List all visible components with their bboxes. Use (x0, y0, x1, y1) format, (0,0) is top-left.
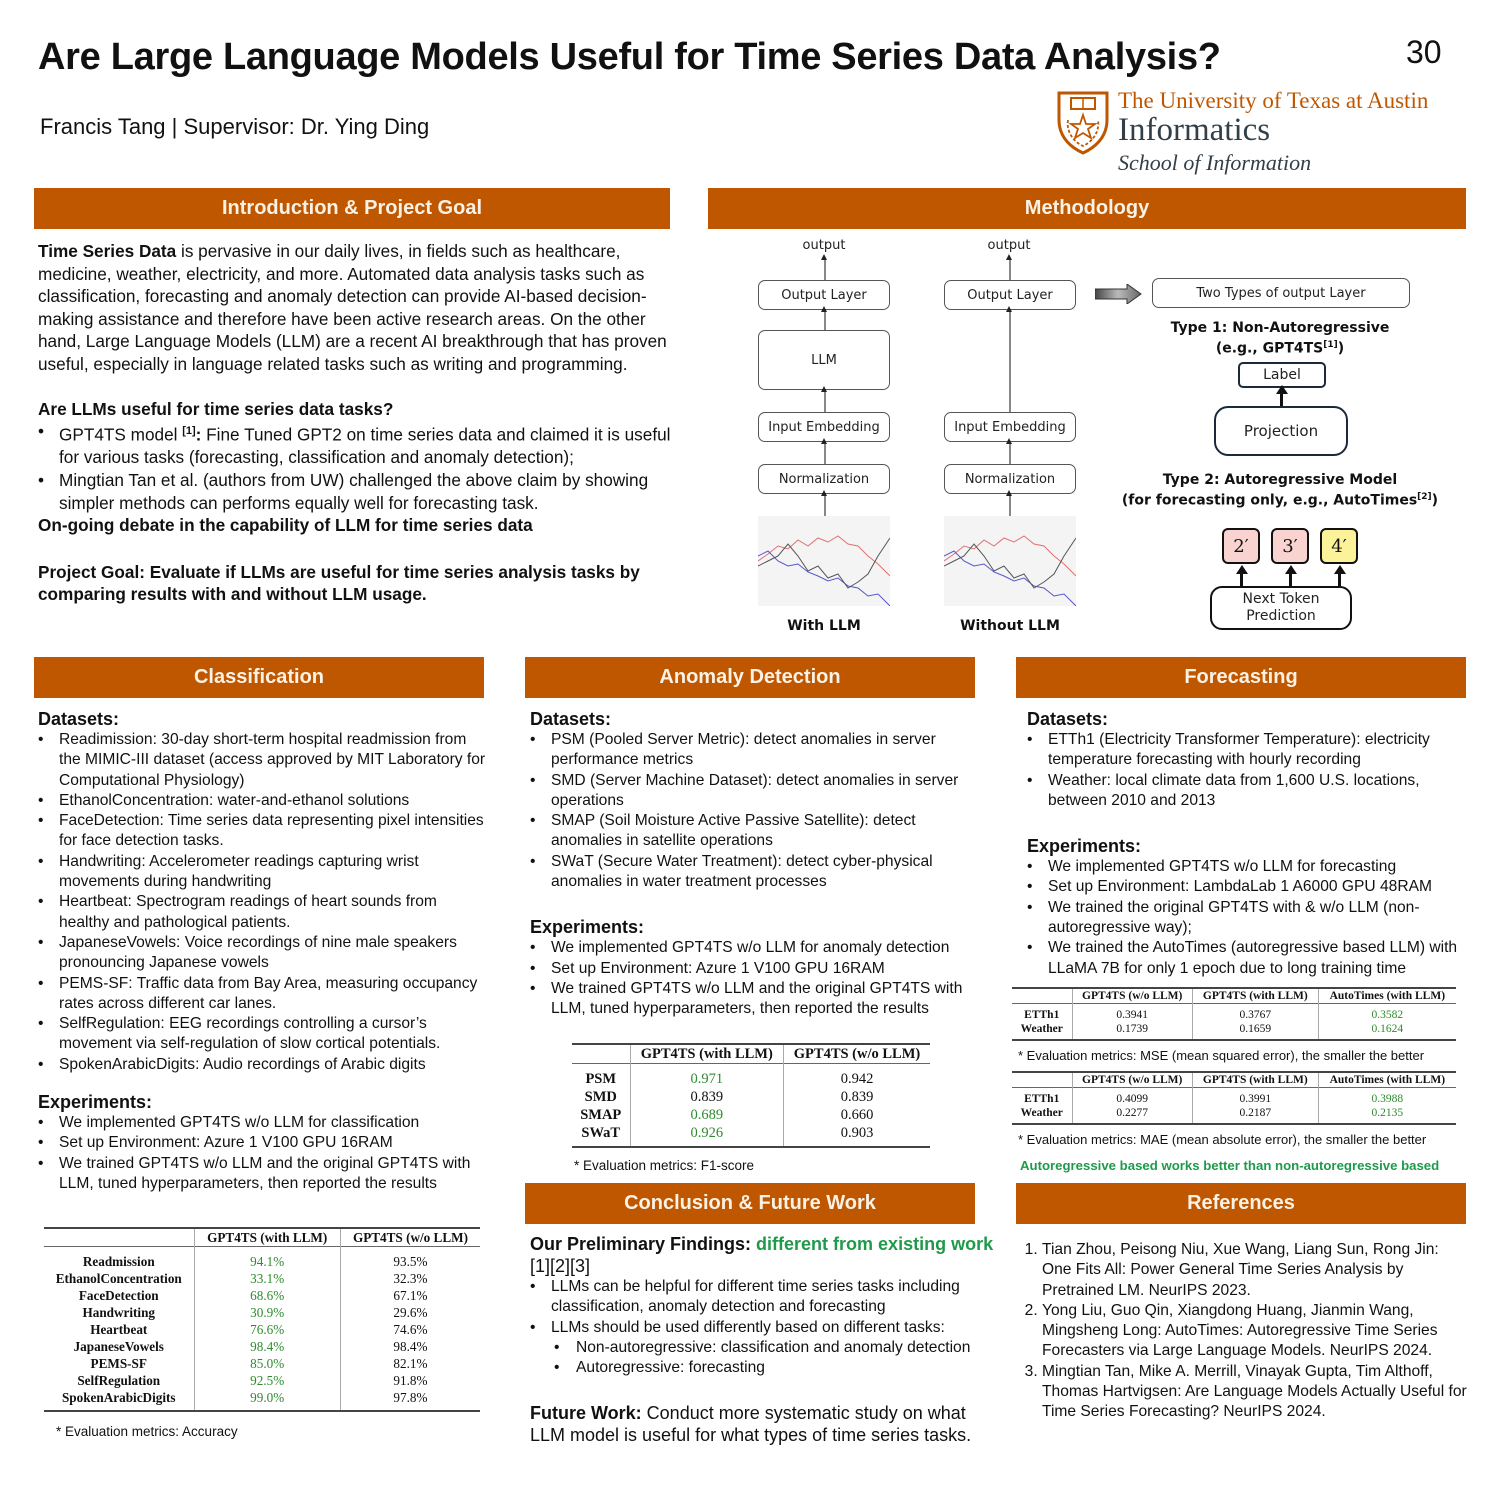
arrow-up-icon (1009, 494, 1011, 516)
forecasting-section (1027, 708, 1467, 979)
list-item: • Non-autoregressive: classification and anomaly detection (530, 1338, 1000, 1358)
label-box: Label (1238, 362, 1326, 388)
findings-line (530, 1233, 1000, 1277)
cell: 97.8% (340, 1389, 480, 1411)
findings-bullets (530, 1277, 1000, 1338)
table-row (1012, 1022, 1456, 1040)
token-2-box: 2′ (1222, 528, 1260, 564)
cell: 0.839 (630, 1088, 784, 1106)
anomaly-results-table (572, 1043, 930, 1148)
table-row (44, 1270, 480, 1287)
list-item: • SMAP (Soil Moisture Active Passive Satellite): detect anomalies in satellite operations (530, 811, 975, 852)
ut-informatics-logo (1056, 88, 1456, 178)
cell: 82.1% (340, 1355, 480, 1372)
table-row (572, 1124, 930, 1147)
findings-sub-bullets (530, 1338, 1000, 1379)
list-item: • Weather: local climate data from 1,600 U.S. locations, between 2010 and 2013 (1027, 771, 1467, 812)
row-label: SelfRegulation (77, 1373, 161, 1388)
column-header: GPT4TS (w/o LLM) (340, 1228, 480, 1247)
methodology-diagram (740, 232, 1480, 642)
list-item: • LLMs can be helpful for different time series tasks including classification, anomaly detection and forecasting (530, 1277, 1000, 1318)
list-item: • We implemented GPT4TS w/o LLM for forecasting (1027, 857, 1467, 877)
cell: 30.9% (194, 1304, 340, 1321)
paren: ) (1431, 492, 1439, 509)
table-header-row (572, 1044, 930, 1064)
row-label: Handwriting (82, 1305, 156, 1320)
intro-question: Are LLMs useful for time series data tasks? (38, 398, 394, 419)
cell: 0.2135 (1318, 1106, 1456, 1124)
cell: 0.1659 (1192, 1022, 1318, 1040)
column-header (1012, 988, 1072, 1004)
row-label: Readmission (82, 1254, 155, 1269)
table-row (44, 1287, 480, 1304)
cell: 0.839 (784, 1088, 930, 1106)
forecasting-takeaway: Autoregressive based works better than non-autoregressive based (1020, 1158, 1440, 1173)
row-label: SWaT (581, 1125, 621, 1141)
llm-box: LLM (758, 330, 890, 390)
normalization-box: Normalization (758, 464, 890, 494)
list-item: • We trained the original GPT4TS with & w/o LLM (non-autoregressive way); (1027, 898, 1467, 939)
cell: 0.4099 (1072, 1088, 1192, 1107)
table-row (44, 1304, 480, 1321)
input-embedding-box: Input Embedding (944, 412, 1076, 442)
row-label: ETTh1 (1024, 1093, 1060, 1105)
cell: 93.5% (340, 1247, 480, 1271)
list-item: • Readimission: 30-day short-term hospital readmission from the MIMIC-III dataset (access approved by MIT Laboratory for Computational Physiology) (38, 730, 490, 791)
table-row (1012, 1004, 1456, 1023)
arrow-up-icon (824, 310, 826, 330)
list-item: • LLMs should be used differently based on different tasks: (530, 1318, 1000, 1338)
cell: 0.3767 (1192, 1004, 1318, 1023)
type1-example: (e.g., GPT4TS (1215, 340, 1324, 357)
cell: 91.8% (340, 1372, 480, 1389)
future-work-label: Future Work: (530, 1403, 642, 1424)
column-header: GPT4TS (with LLM) (194, 1228, 340, 1247)
future-work-text: Conduct more systematic study on what LLM model is useful for what types of time series tasks. (530, 1403, 972, 1446)
type2-example: (for forecasting only, e.g., AutoTimes (1121, 492, 1418, 509)
table-row (44, 1389, 480, 1411)
intro-bullets (38, 420, 674, 514)
classification-datasets (38, 730, 490, 1075)
anomaly-heading: Anomaly Detection (525, 657, 975, 698)
intro-heading: Introduction & Project Goal (34, 188, 670, 229)
row-label: PEMS-SF (90, 1356, 147, 1371)
table-row (44, 1355, 480, 1372)
author-line: Francis Tang | Supervisor: Dr. Ying Ding (40, 114, 430, 139)
list-item: • Autoregressive: forecasting (530, 1358, 1000, 1378)
list-item: • Set up Environment: Azure 1 V100 GPU 16RAM (530, 959, 975, 979)
cell: 33.1% (194, 1270, 340, 1287)
conclusion-heading: Conclusion & Future Work (525, 1183, 975, 1224)
projection-box: Projection (1214, 406, 1348, 456)
list-item: • SMD (Server Machine Dataset): detect anomalies in server operations (530, 771, 975, 812)
cell: 0.942 (784, 1064, 930, 1089)
intro-text: is pervasive in our daily lives, in fields such as healthcare, medicine, weather, electricity, and more. Automated data analysis tasks such as classification, forecasting and anomaly detection can provide AI-based decision-making assistance and therefore have been active research areas. On the other hand, Large Language Models (LLM) are a recent AI breakthrough that has proven useful, especially in language related tasks such as writing and programming. (38, 241, 667, 374)
row-label: EthanolConcentration (55, 1271, 182, 1286)
reference-item: 2. Yong Liu, Guo Qin, Xiangdong Huang, Jianmin Wang, Mingsheng Long: AutoTimes: Autoregressive Time Series Forecasters via Large Language Models. NeurIPS 2024. (1042, 1301, 1468, 1362)
bullet-text: Fine Tuned GPT2 on time series data and claimed it is useful for various tasks (forecasting, classification and anomaly detection); (59, 424, 671, 468)
table-row (1012, 1106, 1456, 1124)
cell: 76.6% (194, 1321, 340, 1338)
cell: 0.3941 (1072, 1004, 1192, 1023)
reference-item: 1. Tian Zhou, Peisong Niu, Xue Wang, Liang Sun, Rong Jin: One Fits All: Power General Time Series Analysis by Pretrained LM. NeurIPS 2023. (1042, 1240, 1468, 1301)
cell: 94.1% (194, 1247, 340, 1271)
arrow-up-icon (1240, 572, 1243, 586)
cell: 0.971 (630, 1064, 784, 1089)
cell: 29.6% (340, 1304, 480, 1321)
list-item: • JapaneseVowels: Voice recordings of nine male speakers pronouncing Japanese vowels (38, 933, 490, 974)
cell: 0.926 (630, 1124, 784, 1147)
arrow-up-icon (824, 442, 826, 464)
row-label: SMD (584, 1089, 617, 1105)
list-item: • PSM (Pooled Server Metric): detect anomalies in server performance metrics (530, 730, 975, 771)
table-row (44, 1247, 480, 1271)
anomaly-metric-note: * Evaluation metrics: F1-score (574, 1158, 755, 1173)
table-row (44, 1321, 480, 1338)
row-label: SpokenArabicDigits (61, 1390, 176, 1405)
anomaly-section (530, 708, 975, 1020)
future-work (530, 1402, 1000, 1446)
column-header (44, 1228, 194, 1247)
forecasting-experiments (1027, 857, 1467, 979)
table-header-row (1012, 1072, 1456, 1088)
output-label: output (987, 238, 1031, 253)
right-arrow-icon (1095, 284, 1143, 304)
column-header: AutoTimes (with LLM) (1318, 1072, 1456, 1088)
classification-section (38, 708, 490, 1194)
table-row (44, 1372, 480, 1389)
row-label: ETTh1 (1024, 1009, 1060, 1021)
column-header: GPT4TS (with LLM) (1192, 1072, 1318, 1088)
intro-paragraph (38, 240, 674, 376)
cell: 0.3988 (1318, 1088, 1456, 1107)
list-item: • Set up Environment: Azure 1 V100 GPU 16RAM (38, 1133, 490, 1153)
arrow-up-icon (1009, 258, 1011, 280)
arrow-up-icon (1280, 392, 1283, 406)
classification-heading: Classification (34, 657, 484, 698)
list-item: • ETTh1 (Electricity Transformer Temperature): electricity temperature forecasting with hourly recording (1027, 730, 1467, 771)
column-header: GPT4TS (w/o LLM) (1072, 988, 1192, 1004)
table-row (572, 1088, 930, 1106)
bullet-colon: : (195, 424, 202, 445)
findings-label: Our Preliminary Findings: (530, 1234, 757, 1254)
school-name: School of Information (1118, 150, 1312, 175)
cell: 68.6% (194, 1287, 340, 1304)
methodology-heading: Methodology (708, 188, 1466, 229)
paren: ) (1337, 340, 1345, 357)
university-name: The University of Texas at Austin (1118, 88, 1429, 113)
conclusion-section (530, 1233, 1000, 1446)
findings-highlight: different from existing work (756, 1234, 994, 1254)
cell: 0.2187 (1192, 1106, 1318, 1124)
without-llm-caption: Without LLM (960, 618, 1060, 634)
intro-section (38, 240, 674, 606)
type2-title: Type 2: Autoregressive Model (1162, 472, 1398, 488)
time-series-plot-icon (944, 516, 1076, 606)
list-item: • Heartbeat: Spectrogram readings of heart sounds from healthy and pathological patients. (38, 892, 490, 933)
table-header-row (1012, 988, 1456, 1004)
bullet-lead: GPT4TS model (59, 424, 183, 445)
two-types-box: Two Types of output Layer (1152, 278, 1410, 308)
column-header: GPT4TS (w/o LLM) (784, 1044, 930, 1064)
type1-title: Type 1: Non-Autoregressive (1170, 320, 1390, 336)
references-heading: References (1016, 1183, 1466, 1224)
citation-ref: [1] (1323, 340, 1338, 350)
table-row (44, 1338, 480, 1355)
list-item: • Handwriting: Accelerometer readings capturing wrist movements during handwriting (38, 852, 490, 893)
list-item: • We trained the AutoTimes (autoregressive based LLM) with LLaMA 7B for only 1 epoch due to long training time (1027, 938, 1467, 979)
table-row (572, 1064, 930, 1089)
column-header: AutoTimes (with LLM) (1318, 988, 1456, 1004)
cell: 98.4% (194, 1338, 340, 1355)
cell: 74.6% (340, 1321, 480, 1338)
cell: 0.689 (630, 1106, 784, 1124)
row-label: Weather (1020, 1023, 1063, 1035)
classification-results-table (44, 1227, 480, 1412)
datasets-label: Datasets: (530, 709, 612, 729)
cell: 67.1% (340, 1287, 480, 1304)
list-item: • SpokenArabicDigits: Audio recordings of Arabic digits (38, 1055, 490, 1075)
classification-experiments (38, 1113, 490, 1194)
cell: 0.3991 (1192, 1088, 1318, 1107)
intro-debate: On-going debate in the capability of LLM for time series data (38, 515, 533, 536)
reference-item: 3. Mingtian Tan, Mike A. Merrill, Vinayak Gupta, Tim Althoff, Thomas Hartvigsen: Are Language Models Actually Useful for Time Series Forecasting? NeurIPS 2024. (1042, 1362, 1468, 1423)
unit-name: Informatics (1118, 112, 1271, 148)
anomaly-datasets (530, 730, 975, 892)
column-header (572, 1044, 630, 1064)
list-item: • EthanolConcentration: water-and-ethanol solutions (38, 791, 490, 811)
column-header: GPT4TS (with LLM) (1192, 988, 1318, 1004)
citation-ref: [2] (1417, 492, 1432, 502)
list-item: • Mingtian Tan et al. (authors from UW) challenged the above claim by showing simpler methods can performs equally well for forecasting task. (38, 469, 674, 514)
cell: 92.5% (194, 1372, 340, 1389)
anomaly-experiments (530, 938, 975, 1019)
classification-metric-note: * Evaluation metrics: Accuracy (56, 1424, 238, 1439)
experiments-label: Experiments: (38, 1092, 153, 1113)
column-header: GPT4TS (w/o LLM) (1072, 1072, 1192, 1088)
cell: 99.0% (194, 1389, 340, 1411)
list-item: • We implemented GPT4TS w/o LLM for classification (38, 1113, 490, 1133)
citation-ref: [1] (182, 425, 196, 438)
input-embedding-box: Input Embedding (758, 412, 890, 442)
arrow-up-icon (1338, 572, 1341, 586)
table-header-row (44, 1228, 480, 1247)
cell: 0.1624 (1318, 1022, 1456, 1040)
arrow-up-icon (1009, 442, 1011, 464)
ut-shield-icon (1056, 90, 1110, 156)
list-item: • We trained GPT4TS w/o LLM and the original GPT4TS with LLM, tuned hyperparameters, then reported the results (38, 1154, 490, 1195)
forecasting-datasets (1027, 730, 1467, 811)
token-3-box: 3′ (1271, 528, 1309, 564)
cell: 0.1739 (1072, 1022, 1192, 1040)
token-4-box: 4′ (1320, 528, 1358, 564)
intro-bold-term: Time Series Data (38, 241, 177, 261)
list-item (38, 420, 674, 469)
column-header (1012, 1072, 1072, 1088)
output-label: output (802, 238, 846, 253)
forecasting-heading: Forecasting (1016, 657, 1466, 698)
column-header: GPT4TS (with LLM) (630, 1044, 784, 1064)
findings-refs: [1][2][3] (530, 1256, 591, 1276)
cell: 32.3% (340, 1270, 480, 1287)
row-label: SMAP (580, 1107, 622, 1123)
table-row (572, 1106, 930, 1124)
time-series-plot-icon (758, 516, 890, 606)
experiments-label: Experiments: (530, 917, 645, 938)
list-item: • We implemented GPT4TS w/o LLM for anomaly detection (530, 938, 975, 958)
arrow-up-icon (1289, 572, 1292, 586)
page-number: 30 (1406, 34, 1442, 70)
cell: 0.2277 (1072, 1106, 1192, 1124)
row-label: Heartbeat (90, 1322, 148, 1337)
list-item: • We trained GPT4TS w/o LLM and the original GPT4TS with LLM, tuned hyperparameters, then reported the results (530, 979, 975, 1020)
row-label: FaceDetection (78, 1288, 159, 1303)
row-label: Weather (1020, 1107, 1063, 1119)
next-token-prediction-box (1210, 586, 1352, 630)
references-list (1018, 1240, 1468, 1423)
next-token-line2: Prediction (1246, 608, 1316, 624)
type2-subtitle (1110, 492, 1450, 509)
datasets-label: Datasets: (38, 709, 120, 729)
experiments-label: Experiments: (1027, 836, 1142, 857)
normalization-box: Normalization (944, 464, 1076, 494)
arrow-up-icon (824, 258, 826, 280)
list-item: • SelfRegulation: EEG recordings controlling a cursor’s movement via self-regulation of slow cortical potentials. (38, 1014, 490, 1055)
type1-subtitle (1120, 340, 1440, 357)
output-layer-box: Output Layer (758, 280, 890, 310)
cell: 98.4% (340, 1338, 480, 1355)
cell: 85.0% (194, 1355, 340, 1372)
forecasting-mae-table (1012, 1071, 1456, 1125)
poster-title: Are Large Language Models Useful for Time Series Data Analysis? (38, 36, 1221, 78)
list-item: • SWaT (Secure Water Treatment): detect cyber-physical anomalies in water treatment processes (530, 852, 975, 893)
row-label: JapaneseVowels (73, 1339, 164, 1354)
cell: 0.903 (784, 1124, 930, 1147)
mae-metric-note: * Evaluation metrics: MAE (mean absolute error), the smaller the better (1018, 1132, 1427, 1147)
output-layer-box: Output Layer (944, 280, 1076, 310)
with-llm-caption: With LLM (787, 618, 861, 634)
cell: 0.3582 (1318, 1004, 1456, 1023)
mse-metric-note: * Evaluation metrics: MSE (mean squared error), the smaller the better (1018, 1048, 1425, 1063)
list-item: • FaceDetection: Time series data representing pixel intensities for face detection tasks. (38, 811, 490, 852)
cell: 0.660 (784, 1106, 930, 1124)
forecasting-mse-table (1012, 987, 1456, 1041)
datasets-label: Datasets: (1027, 709, 1109, 729)
arrow-up-icon (1009, 310, 1011, 412)
list-item: • PEMS-SF: Traffic data from Bay Area, measuring occupancy rates across different car lanes. (38, 974, 490, 1015)
arrow-up-icon (824, 494, 826, 516)
list-item: • Set up Environment: LambdaLab 1 A6000 GPU 48RAM (1027, 877, 1467, 897)
row-label: PSM (585, 1071, 617, 1087)
project-goal: Project Goal: Evaluate if LLMs are useful for time series analysis tasks by comparing results with and without LLM usage. (38, 561, 640, 605)
table-row (1012, 1088, 1456, 1107)
next-token-line1: Next Token (1242, 591, 1320, 607)
arrow-up-icon (824, 390, 826, 412)
